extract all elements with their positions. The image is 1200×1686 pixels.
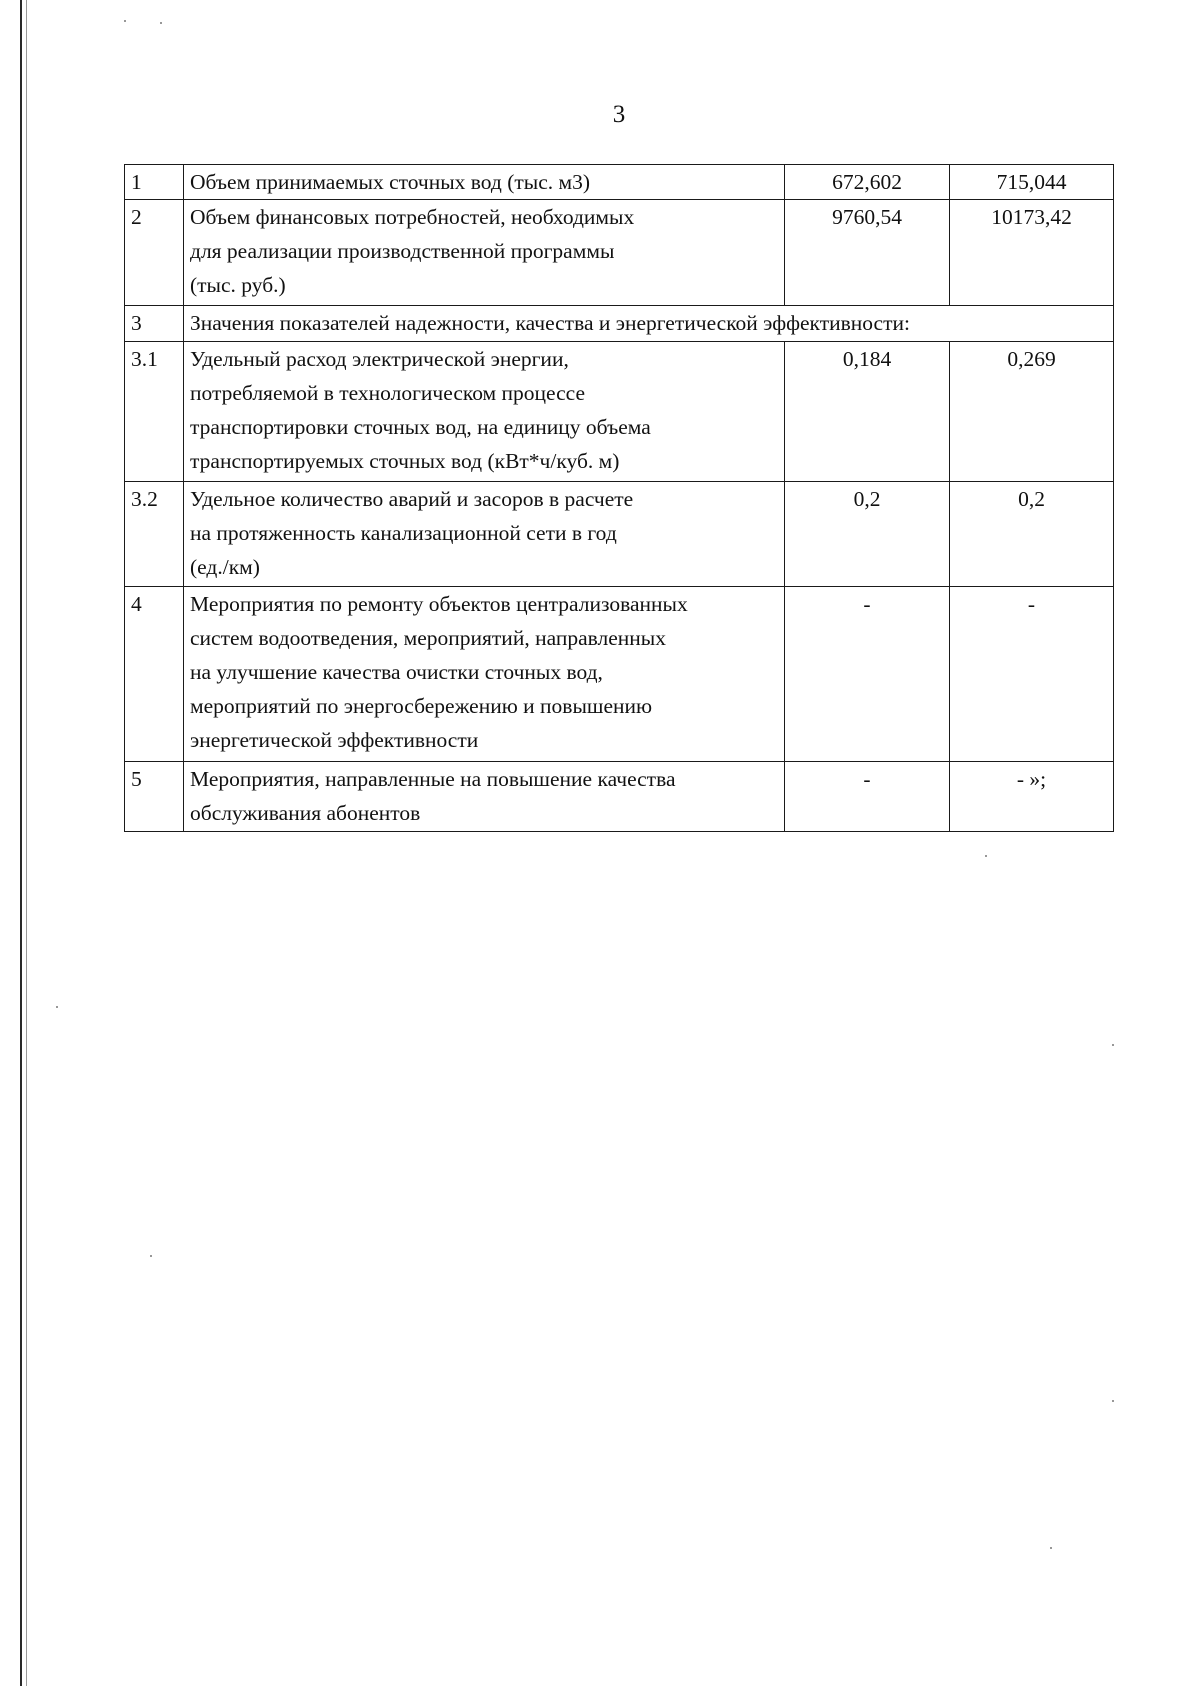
table-row [125,482,1114,587]
page-number: 3 [612,101,626,128]
value-cell-2: 0,269 [950,342,1114,482]
description-line: Мероприятия, направленные на повышение качества [190,767,676,791]
row-number: 3.2 [125,482,184,587]
description-line: мероприятий по энергосбережению и повышению [190,694,653,718]
description-line: Удельный расход электрической энергии, [190,347,569,371]
scan-speck [985,855,987,857]
description-line: на протяженность канализационной сети в год [190,521,617,545]
description-line: Мероприятия по ремонту объектов централизованных [190,592,688,616]
table-row [125,306,1114,342]
scan-speck [1050,1547,1052,1549]
value-cell-1: 672,602 [785,165,950,200]
row-description [184,762,785,832]
value-cell-2: - »; [950,762,1114,832]
row-number: 4 [125,587,184,762]
description-line: транспортируемых сточных вод (кВт*ч/куб. м) [190,449,620,473]
table-row [125,342,1114,482]
scan-border-line-faint [26,0,27,1686]
value-cell-2: 715,044 [950,165,1114,200]
description-line: транспортировки сточных вод, на единицу объема [190,415,651,439]
table-row [125,587,1114,762]
value-cell-1: 0,2 [785,482,950,587]
row-number: 2 [125,200,184,306]
row-number: 5 [125,762,184,832]
scan-speck [150,1255,152,1257]
table-row [125,165,1114,200]
scan-speck [160,22,162,24]
table-row [125,762,1114,832]
description-line: (ед./км) [190,555,260,579]
description-line: обслуживания абонентов [190,801,421,825]
value-cell-2: - [950,587,1114,762]
section-heading: Значения показателей надежности, качества и энергетической эффективности: [184,306,1114,342]
description-line: для реализации производственной программы [190,239,615,263]
scan-speck [1112,1400,1114,1402]
row-description [184,342,785,482]
description-line: потребляемой в технологическом процессе [190,381,586,405]
description-line: (тыс. руб.) [190,273,286,297]
description-line: на улучшение качества очистки сточных вод, [190,660,603,684]
description-line: энергетической эффективности [190,728,479,752]
value-cell-2: 10173,42 [950,200,1114,306]
row-number: 3 [125,306,184,342]
row-description [184,165,785,200]
scan-border-line [20,0,22,1686]
description-line: систем водоотведения, мероприятий, направленных [190,626,666,650]
row-description [184,587,785,762]
table-row [125,200,1114,306]
scan-speck [56,1006,58,1008]
scan-speck [124,20,126,22]
indicators-table [124,164,1114,832]
description-line: Объем финансовых потребностей, необходимых [190,205,635,229]
scan-speck [1112,1044,1114,1046]
row-number: 3.1 [125,342,184,482]
value-cell-2: 0,2 [950,482,1114,587]
row-description [184,200,785,306]
description-line: Объем принимаемых сточных вод (тыс. м3) [190,170,591,194]
row-number: 1 [125,165,184,200]
value-cell-1: - [785,587,950,762]
row-description [184,482,785,587]
value-cell-1: - [785,762,950,832]
value-cell-1: 0,184 [785,342,950,482]
description-line: Удельное количество аварий и засоров в расчете [190,487,634,511]
value-cell-1: 9760,54 [785,200,950,306]
